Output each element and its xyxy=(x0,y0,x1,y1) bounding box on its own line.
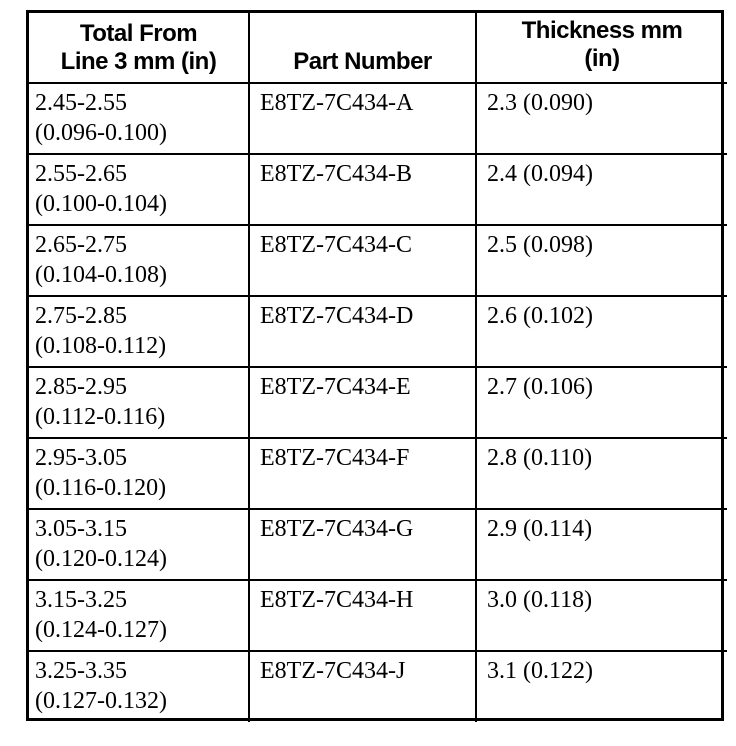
header-thickness-line1: Thickness mm xyxy=(521,17,683,44)
table-row xyxy=(29,225,727,296)
range-cell xyxy=(29,438,249,509)
header-part-number xyxy=(249,13,476,83)
table-row xyxy=(29,438,727,509)
part-number-cell: E8TZ-7C434-D xyxy=(249,296,476,367)
range-in: (0.108-0.112) xyxy=(35,333,167,359)
thickness-cell: 2.9 (0.114) xyxy=(476,509,727,580)
part-number-cell: E8TZ-7C434-A xyxy=(249,83,476,154)
part-number-cell: E8TZ-7C434-B xyxy=(249,154,476,225)
range-mm: 2.65-2.75 xyxy=(35,232,127,258)
range-in: (0.124-0.127) xyxy=(35,617,167,643)
thickness-cell: 2.8 (0.110) xyxy=(476,438,727,509)
range-in: (0.120-0.124) xyxy=(35,546,167,572)
header-total-from-line xyxy=(29,13,249,83)
part-number-cell: E8TZ-7C434-F xyxy=(249,438,476,509)
range-mm: 2.45-2.55 xyxy=(35,90,127,116)
range-cell xyxy=(29,509,249,580)
range-mm: 3.05-3.15 xyxy=(35,516,127,542)
range-mm: 2.75-2.85 xyxy=(35,303,127,329)
header-thickness-line2: (in) xyxy=(584,45,620,72)
table-row xyxy=(29,509,727,580)
range-mm: 2.85-2.95 xyxy=(35,374,127,400)
thickness-cell: 2.7 (0.106) xyxy=(476,367,727,438)
range-in: (0.127-0.132) xyxy=(35,688,167,714)
part-number-cell: E8TZ-7C434-J xyxy=(249,651,476,722)
table-row xyxy=(29,83,727,154)
range-in: (0.104-0.108) xyxy=(35,262,167,288)
range-cell xyxy=(29,367,249,438)
header-row xyxy=(29,13,727,83)
range-cell xyxy=(29,154,249,225)
shim-selection-table-frame xyxy=(26,10,724,721)
header-part-label: Part Number xyxy=(293,48,432,75)
range-in: (0.112-0.116) xyxy=(35,404,166,430)
part-number-cell: E8TZ-7C434-H xyxy=(249,580,476,651)
thickness-cell: 3.0 (0.118) xyxy=(476,580,727,651)
range-in: (0.100-0.104) xyxy=(35,191,167,217)
thickness-cell: 2.5 (0.098) xyxy=(476,225,727,296)
header-thickness xyxy=(476,13,727,83)
table-body xyxy=(29,83,727,722)
table-row xyxy=(29,367,727,438)
header-total-line2: Line 3 mm (in) xyxy=(60,47,217,75)
range-mm: 3.15-3.25 xyxy=(35,587,127,613)
range-mm: 2.95-3.05 xyxy=(35,445,127,471)
range-cell xyxy=(29,580,249,651)
range-cell xyxy=(29,83,249,154)
thickness-cell: 2.6 (0.102) xyxy=(476,296,727,367)
shim-selection-table xyxy=(29,13,727,722)
range-cell xyxy=(29,225,249,296)
table-row xyxy=(29,296,727,367)
thickness-cell: 2.4 (0.094) xyxy=(476,154,727,225)
thickness-cell: 3.1 (0.122) xyxy=(476,651,727,722)
table-row xyxy=(29,154,727,225)
part-number-cell: E8TZ-7C434-G xyxy=(249,509,476,580)
table-row xyxy=(29,651,727,722)
range-mm: 3.25-3.35 xyxy=(35,658,127,684)
range-in: (0.116-0.120) xyxy=(35,475,167,501)
range-cell xyxy=(29,296,249,367)
range-mm: 2.55-2.65 xyxy=(35,161,127,187)
part-number-cell: E8TZ-7C434-C xyxy=(249,225,476,296)
table-row xyxy=(29,580,727,651)
header-total-line1: Total From xyxy=(79,19,198,47)
range-in: (0.096-0.100) xyxy=(35,120,167,146)
thickness-cell: 2.3 (0.090) xyxy=(476,83,727,154)
part-number-cell: E8TZ-7C434-E xyxy=(249,367,476,438)
range-cell xyxy=(29,651,249,722)
